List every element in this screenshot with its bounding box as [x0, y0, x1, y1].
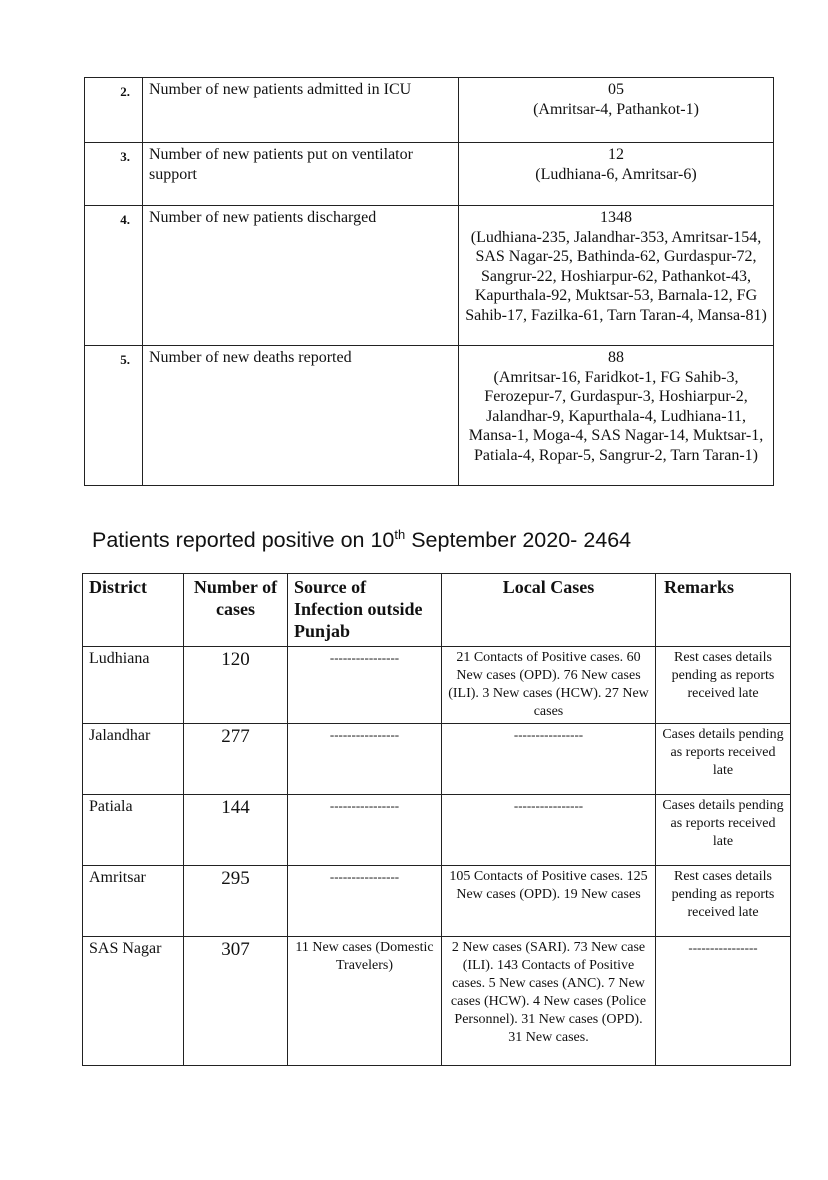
- value-number: 12: [608, 146, 624, 163]
- district-cell: Patiala: [83, 795, 184, 866]
- table-row: [85, 346, 774, 486]
- column-header-district: District: [83, 574, 184, 647]
- source-cell: 11 New cases (Domestic Travelers): [288, 937, 442, 1066]
- number-cell: 144: [184, 795, 288, 866]
- parameter-cell: Number of new patients discharged: [143, 206, 459, 346]
- table-row: [83, 724, 791, 795]
- table-row: [83, 647, 791, 724]
- value-cell: [459, 78, 774, 143]
- source-cell: ----------------: [288, 795, 442, 866]
- remarks-cell: Cases details pending as reports received late: [656, 724, 791, 795]
- parameter-cell: Number of new patients put on ventilator support: [143, 143, 459, 206]
- district-cell: Amritsar: [83, 866, 184, 937]
- local-cases-cell: ----------------: [442, 724, 656, 795]
- district-cell: Jalandhar: [83, 724, 184, 795]
- serial-number: 5.: [85, 346, 143, 486]
- local-cases-cell: 2 New cases (SARI). 73 New case (ILI). 143 Contacts of Positive cases. 5 New cases (ANC). 7 New cases (HCW). 4 New cases (Police Personnel). 31 New cases (OPD). 31 New cases.: [442, 937, 656, 1066]
- source-cell: ----------------: [288, 647, 442, 724]
- parameter-cell: Number of new deaths reported: [143, 346, 459, 486]
- district-cell: Ludhiana: [83, 647, 184, 724]
- value-detail: (Ludhiana-235, Jalandhar-353, Amritsar-154, SAS Nagar-25, Bathinda-62, Gurdaspur-72, Sangrur-22, Hoshiarpur-62, Pathankot-43, Kapurthala-92, Muktsar-53, Barnala-12, FG Sahib-17, Fazilka-61, Tarn Taran-4, Mansa-81): [465, 228, 767, 324]
- serial-number: 3.: [85, 143, 143, 206]
- table-row: [85, 78, 774, 143]
- local-cases-cell: 105 Contacts of Positive cases. 125 New cases (OPD). 19 New cases: [442, 866, 656, 937]
- remarks-cell: Cases details pending as reports received late: [656, 795, 791, 866]
- table-row: [85, 143, 774, 206]
- remarks-cell: Rest cases details pending as reports received late: [656, 647, 791, 724]
- header-row: [83, 574, 791, 647]
- table-row: [85, 206, 774, 346]
- heading-superscript: th: [394, 526, 406, 542]
- remarks-cell: Rest cases details pending as reports received late: [656, 866, 791, 937]
- column-header-number: Number of cases: [184, 574, 288, 647]
- number-cell: 295: [184, 866, 288, 937]
- local-cases-cell: ----------------: [442, 795, 656, 866]
- district-table: [82, 573, 791, 1066]
- column-header-remarks: Remarks: [656, 574, 791, 647]
- number-cell: 307: [184, 937, 288, 1066]
- serial-number: 2.: [85, 78, 143, 143]
- value-number: 05: [608, 81, 624, 98]
- value-detail: (Amritsar-16, Faridkot-1, FG Sahib-3, Ferozepur-7, Gurdaspur-3, Hoshiarpur-2, Jalandhar-9, Kapurthala-4, Ludhiana-11, Mansa-1, Moga-4, SAS Nagar-14, Muktsar-1, Patiala-4, Ropar-5, Sangrur-2, Tarn Taran-1): [468, 368, 764, 464]
- district-cell: SAS Nagar: [83, 937, 184, 1066]
- remarks-cell: ----------------: [656, 937, 791, 1066]
- section-heading: [92, 528, 631, 553]
- value-cell: [459, 206, 774, 346]
- value-cell: [459, 346, 774, 486]
- table-row: [83, 795, 791, 866]
- value-detail: (Ludhiana-6, Amritsar-6): [535, 165, 697, 183]
- local-cases-cell: 21 Contacts of Positive cases. 60 New cases (OPD). 76 New cases (ILI). 3 New cases (HCW). 27 New cases: [442, 647, 656, 724]
- table-row: [83, 937, 791, 1066]
- column-header-source: Source of Infection outside Punjab: [288, 574, 442, 647]
- summary-table: [84, 77, 774, 486]
- value-cell: [459, 143, 774, 206]
- value-detail: (Amritsar-4, Pathankot-1): [533, 100, 699, 118]
- source-cell: ----------------: [288, 866, 442, 937]
- heading-prefix: Patients reported positive on 10: [92, 528, 395, 552]
- value-number: 88: [608, 349, 624, 366]
- heading-suffix: September 2020- 2464: [405, 528, 632, 552]
- value-number: 1348: [600, 209, 632, 226]
- source-cell: ----------------: [288, 724, 442, 795]
- table-row: [83, 866, 791, 937]
- number-cell: 120: [184, 647, 288, 724]
- column-header-local: Local Cases: [442, 574, 656, 647]
- parameter-cell: Number of new patients admitted in ICU: [143, 78, 459, 143]
- serial-number: 4.: [85, 206, 143, 346]
- number-cell: 277: [184, 724, 288, 795]
